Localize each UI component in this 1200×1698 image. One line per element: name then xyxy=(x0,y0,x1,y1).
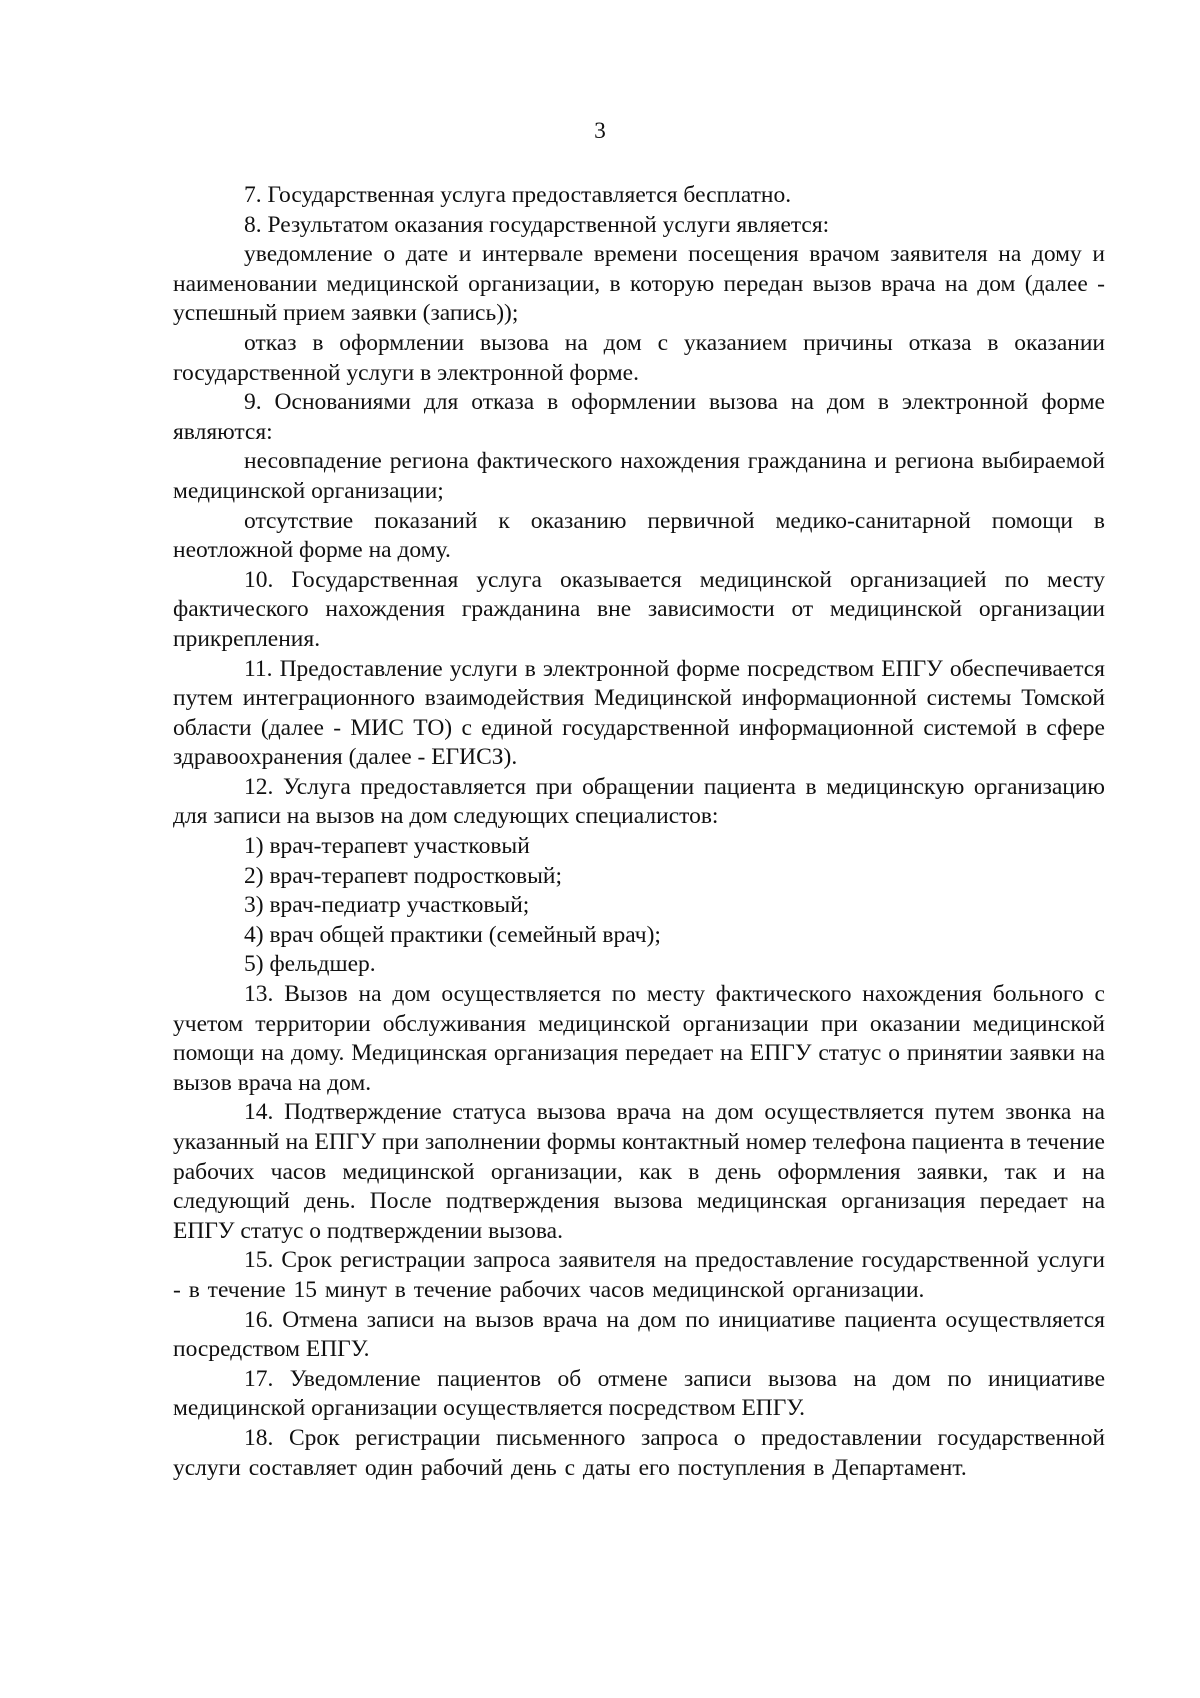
paragraph-7-free-service: 7. Государственная услуга предоставляется бесплатно. xyxy=(244,182,792,208)
paragraph-12-specialists-intro: 12. Услуга предоставляется при обращении пациента в медицинскую организацию для записи на вызов на дом следующих специалистов: xyxy=(173,773,1105,830)
paragraph-18-written-request-term: 18. Срок регистрации письменного запроса о предоставлении государственной услуги составляет один рабочий день с даты его поступления в Департамент. xyxy=(173,1424,1105,1481)
paragraph-11-epgu-integration: 11. Предоставление услуги в электронной форме посредством ЕПГУ обеспечивается путем интеграционного взаимодействия Медицинской информационной системы Томской области (далее - МИС ТО) с единой государственной информационной системой в сфере здравоохранения (далее - ЕГИСЗ). xyxy=(173,655,1105,771)
document-body xyxy=(173,181,1105,1483)
refusal-ground-region-mismatch: несовпадение региона фактического нахождения гражданина и региона выбираемой медицинской организации; xyxy=(173,448,1105,504)
paragraph-16-patient-cancellation: 16. Отмена записи на вызов врача на дом по инициативе пациента осуществляется посредством ЕПГУ. xyxy=(173,1306,1105,1363)
specialist-item: 4) врач общей практики (семейный врач); xyxy=(244,921,661,948)
specialist-item: 5) фельдшер. xyxy=(244,951,376,978)
specialist-item: 2) врач-терапевт подростковый; xyxy=(244,862,563,889)
paragraph-17-organization-cancellation: 17. Уведомление пациентов об отмене записи вызова на дом по инициативе медицинской организации осуществляется посредством ЕПГУ. xyxy=(173,1365,1105,1422)
refusal-ground-no-indications: отсутствие показаний к оказанию первичной медико-санитарной помощи в неотложной форме на дому. xyxy=(173,507,1105,564)
result-item-refusal: отказ в оформлении вызова на дом с указанием причины отказа в оказании государственной услуги в электронной форме. xyxy=(173,329,1105,386)
specialist-item: 1) врач-терапевт участковый xyxy=(244,833,530,860)
result-item-notification: уведомление о дате и интервале времени посещения врачом заявителя на дому и наименовании медицинской организации, в которую передан вызов врача на дом (далее - успешный прием заявки (запись)); xyxy=(173,241,1105,327)
paragraph-8-service-result: 8. Результатом оказания государственной услуги является: xyxy=(244,211,830,238)
page-number: 3 xyxy=(594,118,606,144)
paragraph-13-home-visit: 13. Вызов на дом осуществляется по месту фактического нахождения больного с учетом территории обслуживания медицинской организации при оказании медицинской помощи на дому. Медицинская организация передает на ЕПГУ статус о принятии заявки на вызов врача на дом. xyxy=(173,981,1105,1096)
specialist-item: 3) врач-педиатр участковый; xyxy=(244,892,530,919)
paragraph-10-service-location: 10. Государственная услуга оказывается медицинской организацией по месту фактического нахождения гражданина вне зависимости от медицинской организации прикрепления. xyxy=(173,566,1105,652)
paragraph-15-registration-term: 15. Срок регистрации запроса заявителя на предоставление государственной услуги - в течение 15 минут в течение рабочих часов медицинской организации. xyxy=(173,1247,1105,1303)
paragraph-14-status-confirmation: 14. Подтверждение статуса вызова врача на дом осуществляется путем звонка на указанный на ЕПГУ при заполнении формы контактный номер телефона пациента в течение рабочих часов медицинской организации, как в день оформления заявки, так и на следующий день. После подтверждения вызова медицинская организация передает на ЕПГУ статус о подтверждении вызова. xyxy=(173,1099,1105,1244)
paragraph-9-refusal-grounds: 9. Основаниями для отказа в оформлении вызова на дом в электронной форме являются: xyxy=(173,389,1105,445)
